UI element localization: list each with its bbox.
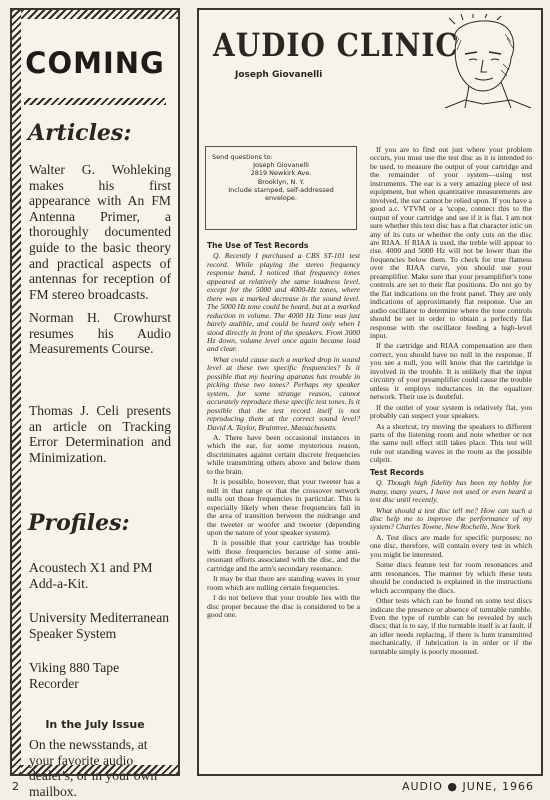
coming-heading: COMING [25,46,165,80]
profile-item: University Mediterranean Speaker System [29,610,170,641]
page-footer [0,780,550,794]
answer-paragraph: If you are to find out just where your problem occurs, you must use the test disc as it is intended to be used, to measure the output of your cartridge and the remainder of your system—using test instruments. The ear is a very amazing piece of test equipment, but when quantitative measurements are involved, the ear cannot be relied upon. If you have a good a.c. VTVM or a 'scope, connect this to the output of your cartridge and see if it is flat. I am not sure whether this test disc has a flat character istic on any of its cuts or whether the only cuts on the disc are RIAA. If RIAA is used, the treble will appear to rise. 4000 and 5000 Hz will not be lower than the frequencies below them. To check for true flatness over the RIAA curve, you should use your preamplifier. Make sure that your preamplifier's tone controls are set to their flat positions. Do not go by the flat indications on the front panel. They are only indications of approximately flat response. Use an audio oscillator to determine where the tone controls should be set in order to obtain a perfectly flat response with the oscillator feeding a high-level input. [370,145,532,340]
send-questions-box [205,146,357,230]
article-column-2 [370,146,532,658]
coming-sidebar [10,8,180,799]
articles-heading: Articles: [28,120,132,146]
page-number: 2 [12,780,19,793]
answer-paragraph: If the outlet of your system is relatively flat, you probably can suspect your speakers. [370,402,532,421]
answer-paragraph: It is possible, however, that your tweeter has a null in that range or that the crossover network nulls out those frequencies in particular. This is especially likely when these frequencies fall in the area of transition between the midrange and the tweeter or woofer and tweeter (depending upon the nature of your speaker system). [207,477,360,537]
answer-paragraph: I do not believe that your trouble lies with the disc proper because the disc is considered to be a good one. [207,593,360,620]
issue-heading: In the July Issue [45,718,145,731]
answer-paragraph: It may be that there are standing waves in your room which are nulling certain frequencies. [207,574,360,592]
article-item: Norman H. Crowhurst resumes his Audio Measurements Course. [29,310,171,357]
send-line: 2819 Newkirk Ave. [250,169,312,178]
article-item: Thomas J. Celi presents an article on Tracking Error Determination and Minimization. [29,403,171,465]
hatched-border-top [12,10,178,19]
send-label: Send questions to: [212,153,273,161]
issue-text: On the newsstands, at your favorite audio dealer's, or in your own mailbox. [29,737,158,799]
section-heading: The Use of Test Records [207,241,309,250]
column-title: AUDIO CLINIC [213,26,459,64]
section-heading: Test Records [370,467,424,477]
send-line: Include stamped, self-addressed [228,185,334,194]
answer-paragraph: Other tests which can be found on some test discs indicate the presence or absence of turntable rumble. Even the type of rumble can be revealed by such discs; that is to say, if the turntable itself is at fault, if an idler needs replacing, if there is hum transmitted mechanically, if lubrication is in order or if the turntable simply is poorly mounted. [370,596,532,656]
answer-paragraph: It is possible that your cartridge has trouble with those frequencies because of some anti-resonant efforts associated with the disc, and the cartridge and the arm's secondary resonance. [207,538,360,573]
hatched-border-right [12,10,21,774]
answer-paragraph: A. Test discs are made for specific purposes; no one disc, therefore, will contain every test in which you might be interested. [370,532,532,559]
column-author: Joseph Giovanelli [235,70,323,80]
question-paragraph: Q. Though high fidelity has been my hobby for many, many years, I have not used or even heard a test disc until recently. [370,478,532,505]
answer-paragraph: Some discs feature test for room resonances and arm resonances. The manner by which these tests should be conducted is explained in the instructions which accompany the discs. [370,560,532,595]
audio-clinic-article [197,8,543,776]
profiles-heading: Profiles: [28,510,130,536]
question-paragraph: Q. Recently I purchased a CBS ST-101 test record. While playing the stereo frequency response band, I noticed that frequency tones appeared at relatively the same loudness level, except for the 5000 and 4000-Hz tones, where there was a marked decrease in the sound level. The 5000 Hz tone could be heard, but at a marked reduction in volume. The 4000 Hz Tone was just barely audible, and could be heard only when I stood directly in front of the speakers. From 3000 Hz down, volume level once again became loud and clear. [207,251,360,354]
hatched-divider [24,98,166,105]
answer-paragraph: A. There have been occasional instances in which the ear, for some mysterious reason, discriminates against certain discrete frequencies while transmitting others above and below them to the brain. [207,432,360,476]
answer-paragraph: As a shortcut, try moving the speakers to different parts of the listening room and note whether or not the same null effect still takes place. This test will rule out standing waves in the room as the possible culprit. [370,421,532,465]
profile-item: Viking 880 Tape Recorder [29,660,120,691]
answer-paragraph: If the cartridge and RIAA compensation are then correct, you should have no null in the response. If you see a null, you will know that the cartridge is involved in the trouble. It is unlikely that the input circuitry of your preamplifier could cause the trouble unless it employs inductances in the equalizer network. Their use is doubtful. [370,341,532,402]
question-paragraph: What should a test disc tell me? How can such a disc help me to improve the performance of my system? Charles Towne, New Rochelle, New York [370,505,532,532]
author-portrait-illustration [415,14,535,108]
article-column-1 [207,238,360,621]
send-line: Brooklyn, N. Y. [257,177,305,186]
send-line: Joseph Giovanelli [253,161,309,169]
question-paragraph: What could cause such a marked drop in sound level at these two specific frequencies? Is it possible that my hearing aparatus has trouble in picking these two tones? Perhaps my speaker system, for some strange reason, cannot accurately reproduce these specific test tones. Is it possible that the test record itself is not reproducing them at the correct sound level? David A. Taylor, Braintree, Massachusetts. [207,354,360,432]
magazine-issue: AUDIO ● JUNE, 1966 [401,780,534,793]
article-item: Walter G. Wohleking makes his first appearance with An FM Antenna Primer, a thoroughly documented guide to the basic theory and practical aspects of antennas for reception of FM stereo broadcasts. [29,162,171,302]
profile-item: Acoustech X1 and PM Add-a-Kit. [29,560,153,591]
send-line: envelope. [265,194,297,203]
